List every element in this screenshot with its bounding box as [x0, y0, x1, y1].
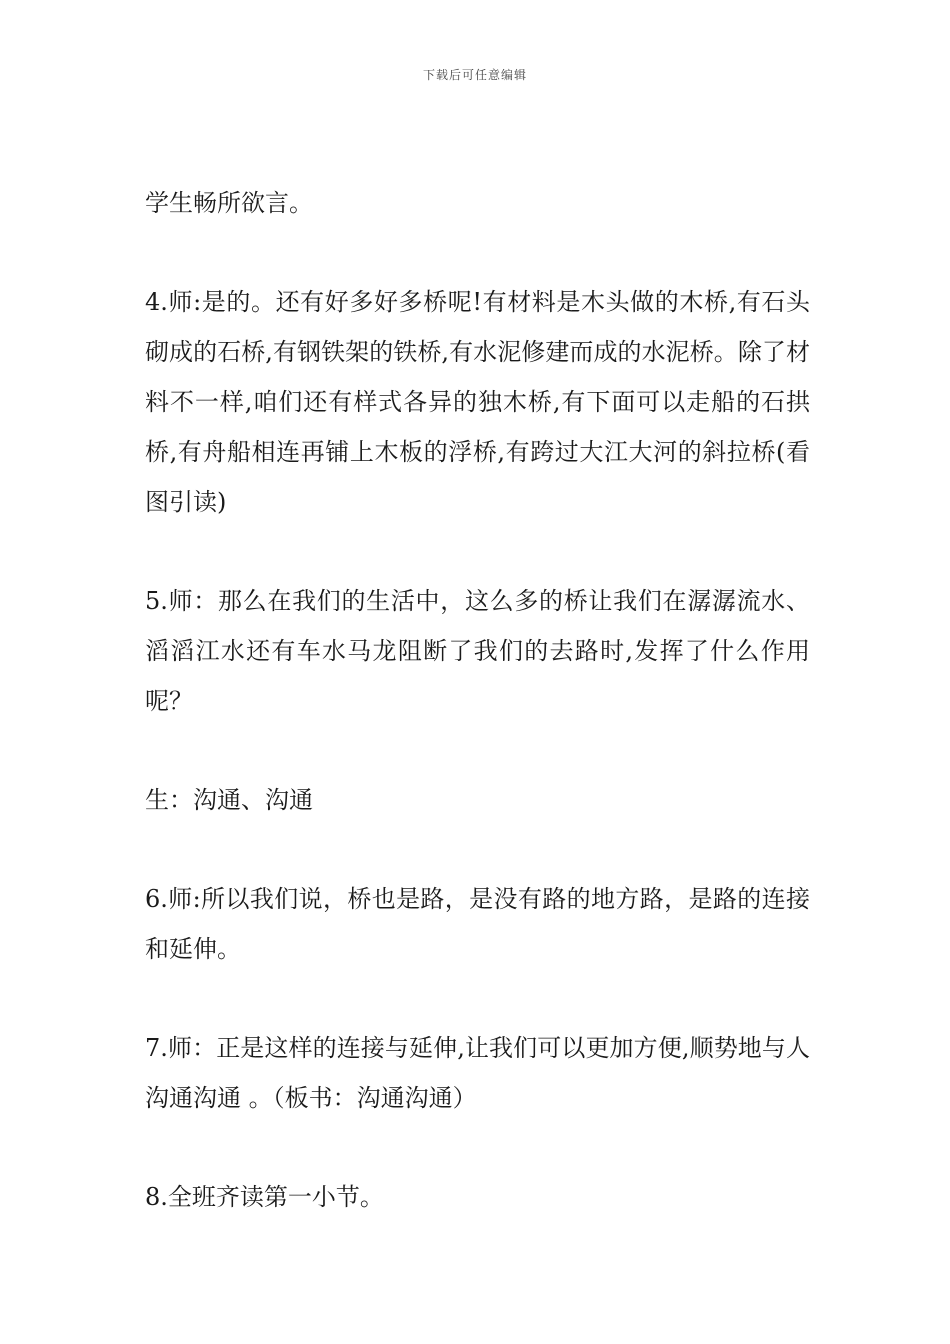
paragraph-6: 7.师：正是这样的连接与延伸,让我们可以更加方便,顺势地与人沟通沟通 。（板书：沟通沟通）	[145, 1034, 810, 1112]
document-body	[145, 178, 810, 1271]
page-header-note: 下载后可任意编辑	[422, 68, 527, 82]
paragraph-2: 4.师:是的。还有好多好多桥呢!有材料是木头做的木桥,有石头砌成的石桥,有钢铁架的铁桥,有水泥修建而成的水泥桥。除了材料不一样,咱们还有样式各异的独木桥,有下面可以走船的石拱桥,有舟船相连再铺上木板的浮桥,有跨过大江大河的斜拉桥(看图引读)	[145, 288, 810, 516]
paragraph-7: 8.全班齐读第一小节。	[145, 1183, 384, 1211]
paragraph-1: 学生畅所欲言。	[145, 189, 313, 217]
paragraph-4: 生：沟通、沟通	[145, 786, 313, 814]
paragraph-3: 5.师：那么在我们的生活中，这么多的桥让我们在潺潺流水、滔滔江水还有车水马龙阻断了我们的去路时,发挥了什么作用呢？	[145, 587, 810, 715]
paragraph-5: 6.师:所以我们说，桥也是路，是没有路的地方路，是路的连接和延伸。	[145, 885, 810, 963]
